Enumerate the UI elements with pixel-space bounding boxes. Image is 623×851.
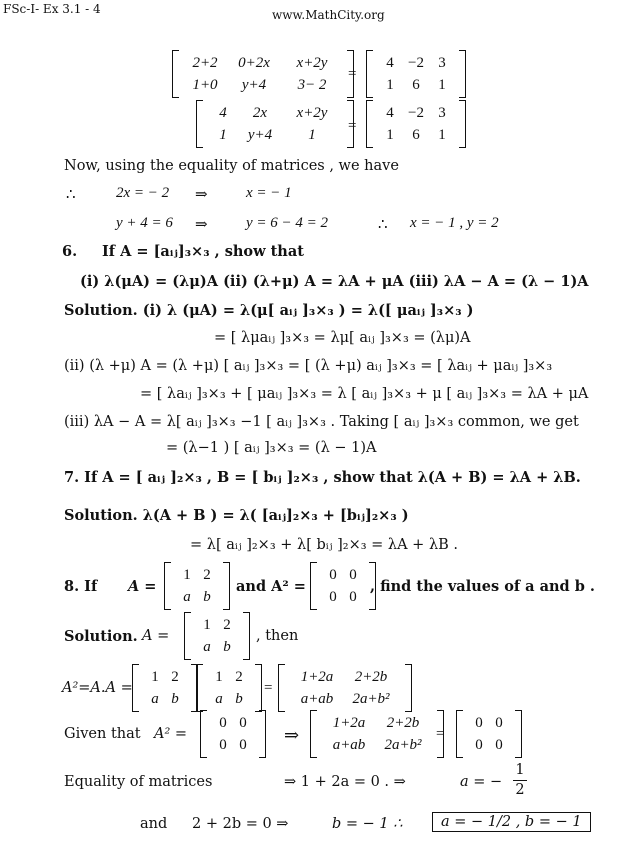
q6-statement: If A = [aᵢⱼ]₃×₃ , show that: [102, 243, 304, 260]
implies-symbol: ⇒: [195, 187, 208, 203]
equals-sign: =: [348, 66, 357, 82]
fraction-bar: [513, 780, 527, 781]
matrix-product: 1+2a 2+2b a+ab 2a+b²: [278, 664, 412, 712]
matrix-product-given: 1+2a 2+2b a+ab 2a+b²: [310, 710, 444, 758]
answer-box: a = − 1/2 , b = − 1: [432, 812, 591, 832]
matrix-zero-result: 0 0 0 0: [456, 710, 522, 758]
eq-x: x = − 1: [246, 185, 292, 201]
matrix-result-1: 4 −2 3 1 6 1: [366, 50, 466, 98]
q7-statement: 7. If A = [ aᵢⱼ ]₂×₃ , B = [ bᵢⱼ ]₂×₃ , show that λ(A + B) = λA + λB.: [64, 469, 581, 486]
q8-label: 8. If: [64, 578, 98, 595]
page-header-site: www.MathCity.org: [272, 8, 385, 22]
matrix-a: 1 2 a b: [164, 562, 230, 610]
now-text: Now, using the equality of matrices , we have: [64, 158, 399, 174]
matrix-result-2: 4 −2 3 1 6 1: [366, 100, 466, 148]
q6-parts: (i) λ(μA) = (λμ)A (ii) (λ+μ) A = λA + μA (iii) λA − A = (λ − 1)A: [80, 273, 589, 290]
q6-solution-iii: (iii) λA − A = λ[ aᵢⱼ ]₃×₃ −1 [ aᵢⱼ ]₃×₃ . Taking [ aᵢⱼ ]₃×₃ common, we get: [64, 414, 579, 430]
q7-solution: Solution. λ(A + B ) = λ( [aᵢⱼ]₂×₃ + [bᵢⱼ]₂×₃ ): [64, 507, 409, 524]
q8-solution-a: A =: [142, 628, 170, 644]
q7-solution-cont: = λ[ aᵢⱼ ]₂×₃ + λ[ bᵢⱼ ]₂×₃ = λA + λB .: [190, 537, 459, 553]
equals-sign: =: [264, 680, 273, 696]
q8-given-text: Given that: [64, 726, 141, 742]
q6-label: 6.: [62, 243, 78, 260]
q8-find-text: , find the values of a and b .: [370, 578, 595, 595]
equals-sign: =: [348, 118, 357, 134]
q8-given-a2: A² =: [154, 726, 188, 742]
fraction-numerator: 1: [515, 762, 525, 778]
fraction-denominator: 2: [515, 782, 525, 798]
matrix-a-right: 1 2 a b: [196, 664, 262, 712]
q6-solution-ii-cont: = [ λaᵢⱼ ]₃×₃ + [ μaᵢⱼ ]₃×₃ = λ [ aᵢⱼ ]₃×₃ + μ [ aᵢⱼ ]₃×₃ = λA + μA: [140, 386, 589, 402]
eq-xy-solution: x = − 1 , y = 2: [410, 215, 499, 231]
q8-equality-label: Equality of matrices: [64, 774, 213, 790]
q8-a2-product-label: A²=A.A =: [62, 680, 133, 696]
q8-then: , then: [256, 628, 299, 644]
matrix-a-left: 1 2 a b: [132, 664, 198, 712]
q8-and-a2: and A² =: [236, 578, 306, 595]
q6-solution-i-cont: = [ λμaᵢⱼ ]₃×₃ = λμ[ aᵢⱼ ]₃×₃ = (λμ)A: [214, 330, 471, 346]
q8-and: and: [140, 816, 168, 832]
matrix-a-solution: 1 2 a b: [184, 612, 250, 660]
matrix-zero: 0 0 0 0: [310, 562, 376, 610]
q8-eq2: 2 + 2b = 0 ⇒: [192, 816, 289, 832]
matrix-simplified: 4 2x x+2y 1 y+4 1: [196, 100, 354, 148]
q6-solution-i: Solution. (i) λ (μA) = λ(μ[ aᵢⱼ ]₃×₃ ) = λ([ μaᵢⱼ ]₃×₃ ): [64, 302, 474, 319]
q8-a-label: A =: [128, 578, 157, 595]
q8-eq1: ⇒ 1 + 2a = 0 . ⇒: [284, 774, 406, 790]
q6-solution-ii: (ii) (λ +μ) A = (λ +μ) [ aᵢⱼ ]₃×₃ = [ (λ +μ) aᵢⱼ ]₃×₃ = [ λaᵢⱼ + μaᵢⱼ ]₃×₃: [64, 358, 553, 374]
q6-solution-iii-cont: = (λ−1 ) [ aᵢⱼ ]₃×₃ = (λ − 1)A: [166, 440, 377, 456]
equals-sign: =: [436, 726, 445, 742]
therefore-symbol: ∴: [378, 217, 388, 233]
q8-eq2-b: b = − 1 ∴: [332, 816, 403, 832]
q8-solution-label: Solution.: [64, 628, 138, 645]
implies-symbol: ⇒: [195, 217, 208, 233]
matrix-sum: 2+2 0+2x x+2y 1+0 y+4 3− 2: [172, 50, 354, 98]
implies-symbol: ⇒: [284, 725, 300, 745]
eq-y: y = 6 − 4 = 2: [246, 215, 329, 231]
page-header-left: FSc-I- Ex 3.1 - 4: [3, 2, 101, 16]
eq-y4: y + 4 = 6: [116, 215, 173, 231]
therefore-symbol: ∴: [66, 187, 76, 203]
eq-2x: 2x = − 2: [116, 185, 170, 201]
matrix-zero-given: 0 0 0 0: [200, 710, 266, 758]
q8-eq1-a: a = −: [460, 774, 503, 790]
